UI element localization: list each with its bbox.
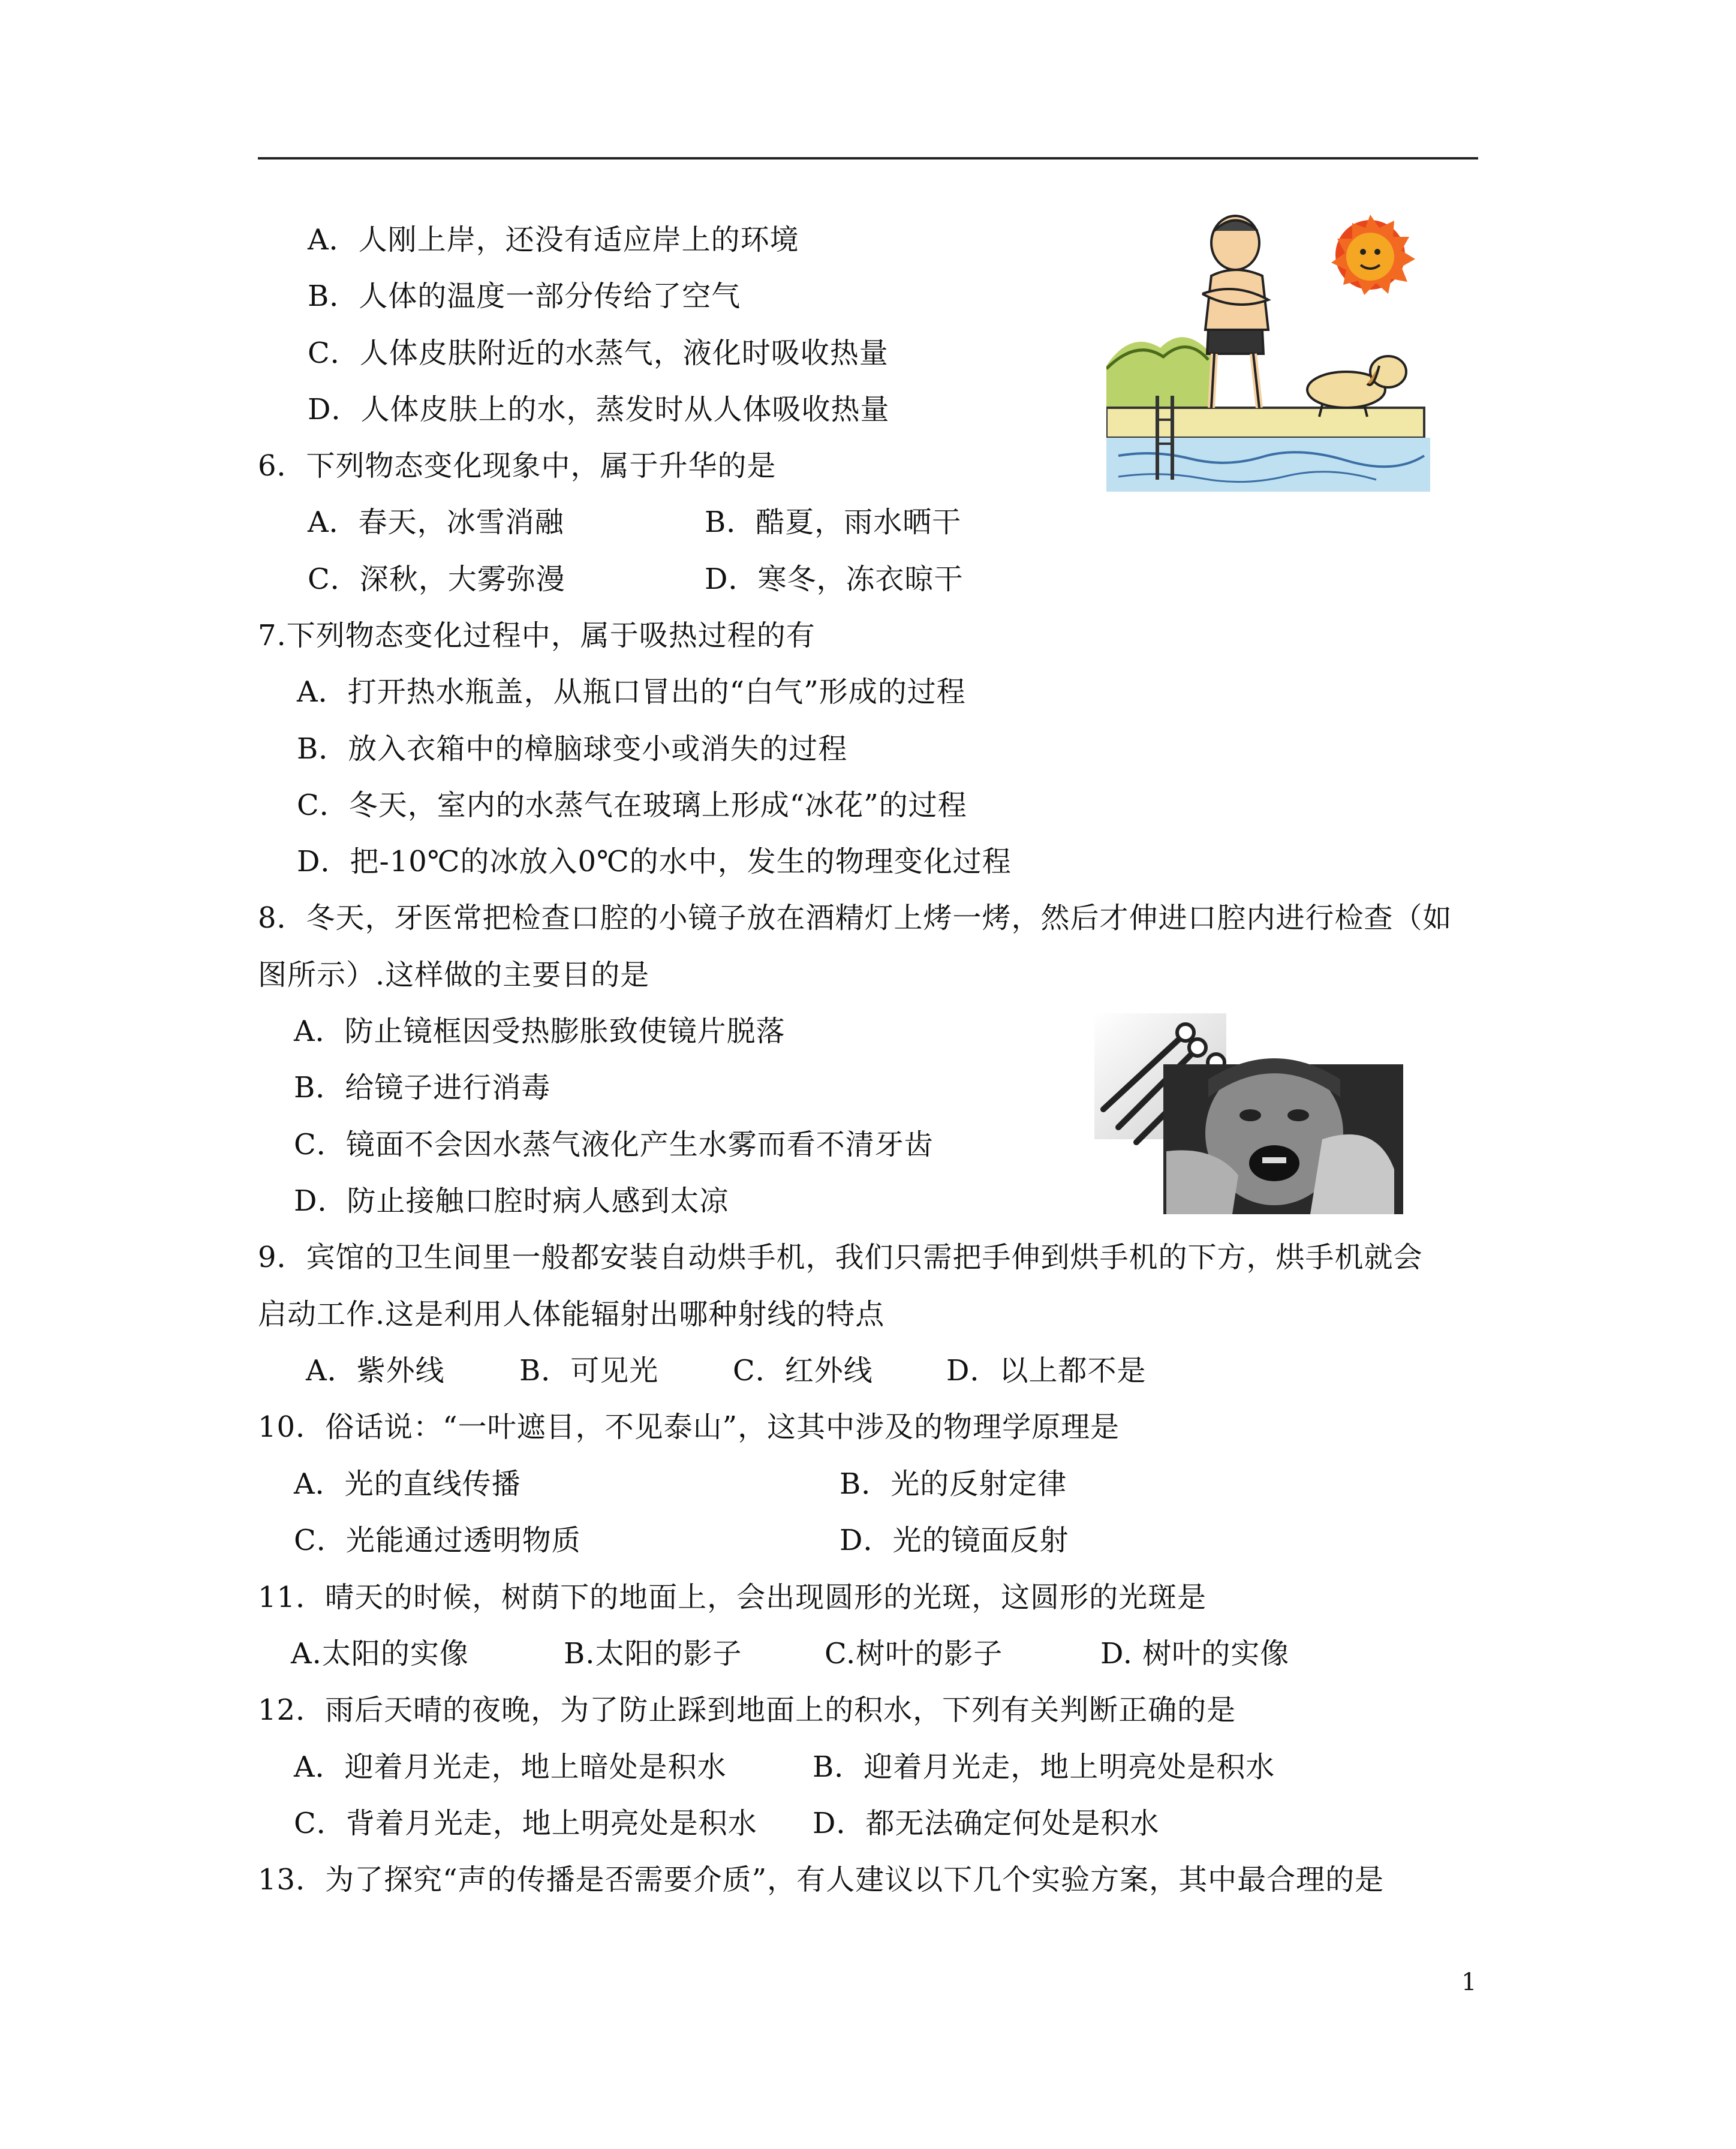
q5-option-b: B．人体的温度一部分传给了空气 <box>308 279 741 313</box>
patient-photo <box>1163 1058 1403 1214</box>
q7-option-d: D．把-10℃的冰放入0℃的水中，发生的物理变化过程 <box>297 845 1012 878</box>
dental-mirror-figure <box>1094 1013 1406 1217</box>
q11-option-d: D. 树叶的实像 <box>1100 1637 1290 1671</box>
q10-option-b: B．光的反射定律 <box>840 1467 1067 1501</box>
q12-stem: 12．雨后天晴的夜晚，为了防止踩到地面上的积水，下列有关判断正确的是 <box>258 1693 1236 1727</box>
q9-stem-line1: 9．宾馆的卫生间里一般都安装自动烘手机，我们只需把手伸到烘手机的下方，烘手机就会 <box>258 1241 1423 1274</box>
q12-option-a: A．迎着月光走，地上暗处是积水 <box>294 1750 727 1784</box>
swimmer-figure <box>1106 210 1442 498</box>
q12-option-c: C．背着月光走，地上明亮处是积水 <box>294 1807 757 1840</box>
q6-option-a: A．春天，冰雪消融 <box>308 505 564 539</box>
q8-option-d: D．防止接触口腔时病人感到太凉 <box>294 1184 729 1218</box>
q9-option-a: A．紫外线 <box>306 1354 445 1387</box>
q12-option-d: D．都无法确定何处是积水 <box>813 1807 1160 1840</box>
q12-option-b: B．迎着月光走，地上明亮处是积水 <box>813 1750 1275 1784</box>
q9-option-c: C．红外线 <box>733 1354 873 1387</box>
q8-stem-line1: 8．冬天，牙医常把检查口腔的小镜子放在酒精灯上烤一烤，然后才伸进口腔内进行检查（如 <box>258 901 1452 935</box>
page-number: 1 <box>1461 1969 1477 1996</box>
q10-option-c: C．光能通过透明物质 <box>294 1524 581 1557</box>
q6-stem: 6．下列物态变化现象中，属于升华的是 <box>258 449 777 483</box>
q6-option-d: D．寒冬，冻衣晾干 <box>705 562 964 596</box>
q11-option-a: A.太阳的实像 <box>291 1637 469 1671</box>
q10-option-d: D．光的镜面反射 <box>840 1524 1069 1557</box>
q6-option-b: B．酷夏，雨水晒干 <box>705 505 962 539</box>
q5-option-c: C．人体皮肤附近的水蒸气，液化时吸收热量 <box>308 336 889 370</box>
q6-option-c: C．深秋，大雾弥漫 <box>308 562 565 596</box>
q5-option-a: A．人刚上岸，还没有适应岸上的环境 <box>308 223 799 257</box>
shivering-man-icon <box>1202 216 1268 408</box>
q10-option-a: A．光的直线传播 <box>294 1467 521 1501</box>
q9-stem-line2: 启动工作.这是利用人体能辐射出哪种射线的特点 <box>258 1298 885 1331</box>
q7-stem: 7.下列物态变化过程中，属于吸热过程的有 <box>258 619 816 652</box>
q8-option-b: B．给镜子进行消毒 <box>294 1071 551 1104</box>
q8-stem-line2: 图所示）.这样做的主要目的是 <box>258 958 650 992</box>
q13-stem: 13．为了探究“声的传播是否需要介质”，有人建议以下几个实验方案，其中最合理的是 <box>258 1863 1385 1897</box>
q7-option-c: C．冬天，室内的水蒸气在玻璃上形成“冰花”的过程 <box>297 788 967 822</box>
q11-option-b: B.太阳的影子 <box>564 1637 742 1671</box>
q8-option-c: C．镜面不会因水蒸气液化产生水雾而看不清牙齿 <box>294 1128 934 1161</box>
q11-stem: 11．晴天的时候，树荫下的地面上，会出现圆形的光斑，这圆形的光斑是 <box>258 1581 1207 1614</box>
sun-icon <box>1331 215 1415 295</box>
q5-option-d: D．人体皮肤上的水，蒸发时从人体吸收热量 <box>308 393 890 426</box>
q10-stem: 10．俗话说：“一叶遮目，不见泰山”，这其中涉及的物理学原理是 <box>258 1410 1120 1444</box>
header-rule <box>258 157 1478 159</box>
q11-option-c: C.树叶的影子 <box>825 1637 1003 1671</box>
q9-option-d: D．以上都不是 <box>946 1354 1147 1387</box>
q7-option-a: A．打开热水瓶盖，从瓶口冒出的“白气”形成的过程 <box>297 675 966 709</box>
q9-option-b: B．可见光 <box>519 1354 659 1387</box>
q7-option-b: B．放入衣箱中的樟脑球变小或消失的过程 <box>297 732 848 766</box>
q8-option-a: A．防止镜框因受热膨胀致使镜片脱落 <box>294 1015 786 1048</box>
